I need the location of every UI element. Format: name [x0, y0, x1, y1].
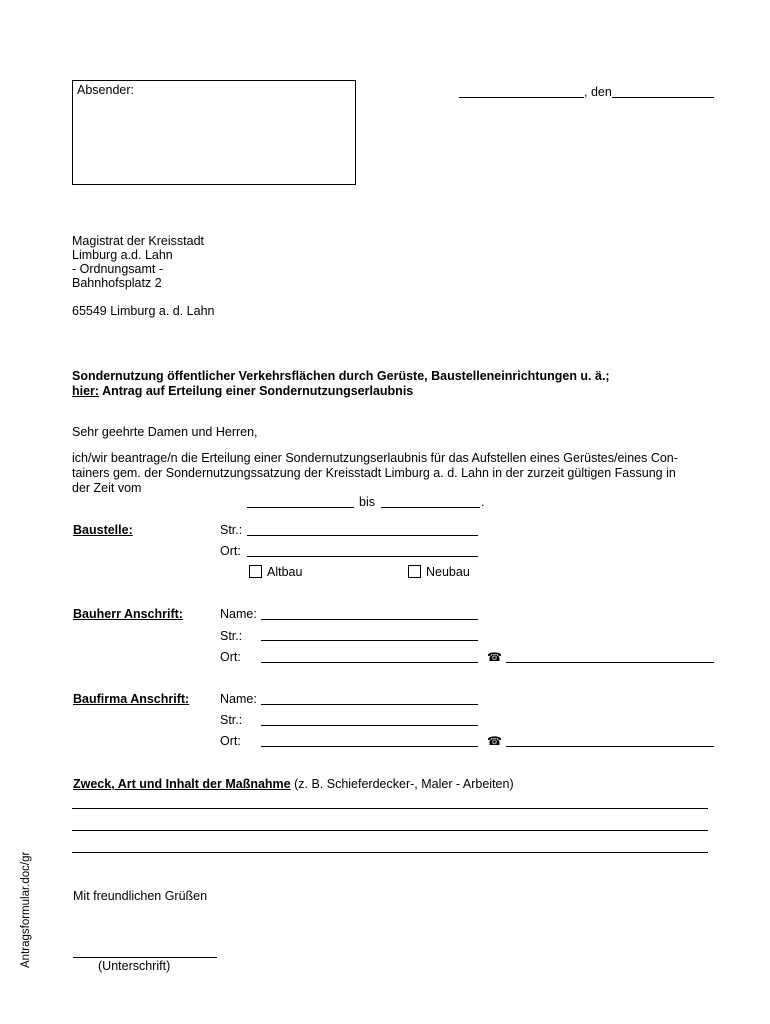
recipient-postcode-city: 65549 Limburg a. d. Lahn: [72, 304, 215, 318]
baufirma-name-label: Name:: [220, 692, 257, 706]
bauherr-name-field[interactable]: [261, 619, 478, 620]
telephone-icon: ☎: [487, 734, 502, 748]
subject-hier-label: hier:: [72, 384, 100, 398]
signature-field[interactable]: [73, 957, 217, 958]
zweck-heading-row: [73, 777, 514, 791]
baufirma-phone-field[interactable]: [506, 746, 714, 747]
zweck-field-line-1[interactable]: [72, 808, 708, 809]
baufirma-heading: Baufirma Anschrift:: [73, 692, 190, 706]
bauherr-str-field[interactable]: [261, 640, 478, 641]
period-start-field[interactable]: [247, 507, 354, 508]
closing: Mit freundlichen Grüßen: [73, 889, 208, 903]
sender-label: Absender:: [77, 83, 134, 97]
neubau-label: Neubau: [426, 565, 470, 579]
recipient-line-4: Bahnhofsplatz 2: [72, 276, 162, 290]
period-end-field[interactable]: [381, 507, 480, 508]
bauherr-name-label: Name:: [220, 607, 257, 621]
bauherr-ort-field[interactable]: [261, 662, 478, 663]
baufirma-ort-field[interactable]: [261, 746, 478, 747]
document-reference: Antragsformular.doc/gr: [20, 851, 32, 968]
place-field[interactable]: [459, 97, 584, 98]
recipient-line-3: - Ordnungsamt -: [72, 262, 164, 276]
baufirma-ort-label: Ort:: [220, 734, 241, 748]
baufirma-str-field[interactable]: [261, 725, 478, 726]
bauherr-phone-field[interactable]: [506, 662, 714, 663]
zweck-heading: Zweck, Art und Inhalt der Maßnahme: [73, 777, 291, 791]
sender-box[interactable]: [72, 80, 356, 185]
baufirma-name-field[interactable]: [261, 704, 478, 705]
bauherr-heading: Bauherr Anschrift:: [73, 607, 183, 621]
zweck-field-line-3[interactable]: [72, 852, 708, 853]
baustelle-str-field[interactable]: [247, 535, 478, 536]
altbau-label: Altbau: [267, 565, 303, 579]
subject-line-2: [72, 384, 413, 398]
zweck-hint: (z. B. Schieferdecker-, Maler - Arbeiten): [290, 777, 514, 791]
baustelle-heading: Baustelle:: [73, 523, 133, 537]
zweck-field-line-2[interactable]: [72, 830, 708, 831]
altbau-option[interactable]: [249, 565, 302, 579]
recipient-line-1: Magistrat der Kreisstadt: [72, 234, 204, 248]
date-label: , den: [584, 85, 612, 99]
subject-line-1: Sondernutzung öffentlicher Verkehrsflächen durch Gerüste, Baustelleneinrichtungen u. ä.;: [72, 369, 610, 383]
telephone-icon: ☎: [487, 650, 502, 664]
subject-line-2-text: Antrag auf Erteilung einer Sondernutzungserlaubnis: [99, 384, 414, 398]
period-end-dot: .: [481, 495, 485, 509]
baustelle-ort-field[interactable]: [247, 556, 478, 557]
bauherr-str-label: Str.:: [220, 629, 243, 643]
bauherr-ort-label: Ort:: [220, 650, 241, 664]
body-line-1: ich/wir beantrage/n die Erteilung einer Sondernutzungserlaubnis für das Aufstellen eines Gerüstes/eines Con-: [72, 451, 678, 465]
baustelle-str-label: Str.:: [220, 523, 243, 537]
recipient-line-2: Limburg a.d. Lahn: [72, 248, 173, 262]
body-line-2: tainers gem. der Sondernutzungssatzung der Kreisstadt Limburg a. d. Lahn in der zurzeit gültigen Fassung in: [72, 466, 676, 480]
neubau-checkbox[interactable]: [408, 565, 421, 578]
baustelle-ort-label: Ort:: [220, 544, 241, 558]
neubau-option[interactable]: [408, 565, 470, 579]
baufirma-str-label: Str.:: [220, 713, 243, 727]
salutation: Sehr geehrte Damen und Herren,: [72, 425, 258, 439]
body-line-3: der Zeit vom: [72, 481, 142, 495]
altbau-checkbox[interactable]: [249, 565, 262, 578]
date-field[interactable]: [612, 97, 714, 98]
bis-label: bis: [359, 495, 375, 509]
signature-label: (Unterschrift): [98, 959, 171, 973]
